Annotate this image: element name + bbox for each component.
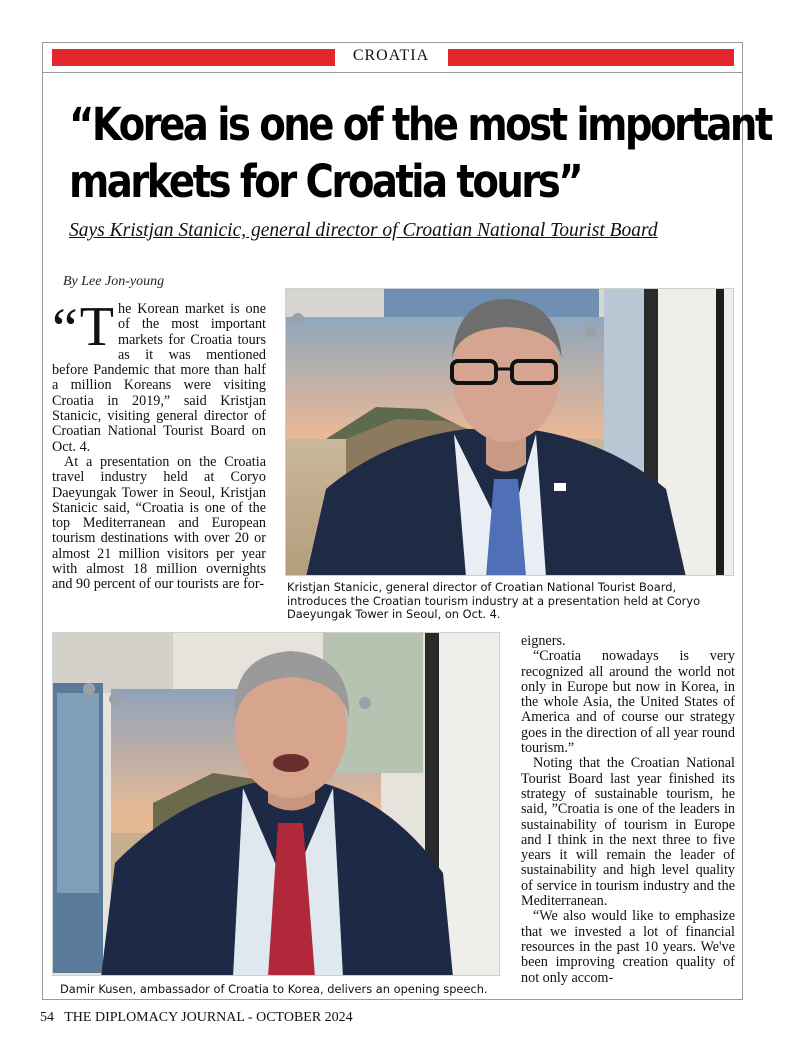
headline [69, 96, 771, 210]
section-label: CROATIA [352, 47, 430, 64]
byline: By Lee Jon-young [63, 274, 165, 289]
article-column-2 [521, 634, 735, 1002]
page-number: 54 [40, 1010, 54, 1025]
photo-damir-kusen [52, 632, 500, 976]
headline-line-2: markets for Croatia tours” [69, 155, 582, 208]
photo-damir-kusen-image [53, 633, 500, 976]
article-column-1 [52, 302, 266, 622]
photo-caption-1: Kristjan Stanicic, general director of Croatian National Tourist Board, introduces the Croatian tourism industry at a presentation held at Coryo Daeyungak Tower in Seoul, on Oct. 4. [287, 580, 701, 621]
section-bar-left [52, 49, 335, 66]
publication-name: THE DIPLOMACY JOURNAL - OCTOBER 2024 [64, 1010, 353, 1025]
photo-kristjan-stanicic [285, 288, 734, 576]
section-bar-right [448, 49, 734, 66]
paragraph: Noting that the Croatian National Tourist Board last year finished its strategy of sustainable tourism, he said, ”Croatia is one of the leaders in sustainability of tourism in Europe and I think in the next three to five years it will remain the leader of sustainability and high level quality of service in tourism industry and the Mediterranean. [521, 755, 735, 910]
paragraph: “We also would like to emphasize that we invested a lot of financial resources in the past 10 years. We've been improving creation quality of not only accom- [521, 908, 735, 986]
headline-line-1: “Korea is one of the most important [69, 98, 771, 151]
paragraph: “Croatia nowadays is very recognized all around the world not only in Europe but now in Korea, in the whole Asia, the United States of America and of course our strategy goes in the direction of all year round tourism.” [521, 648, 735, 757]
paragraph [52, 302, 266, 455]
drop-cap: T [79, 302, 114, 358]
deck: Says Kristjan Stanicic, general director of Croatian National Tourist Board [69, 220, 658, 241]
page-footer [40, 1010, 353, 1026]
header-rule [42, 72, 743, 73]
photo-caption-2: Damir Kusen, ambassador of Croatia to Korea, delivers an opening speech. [60, 982, 488, 996]
opening-quote-mark: “ [52, 302, 78, 361]
photo-kristjan-stanicic-image [286, 289, 734, 576]
paragraph: eigners. [521, 634, 566, 649]
paragraph: At a presentation on the Croatia travel industry held at Coryo Daeyungak Tower in Seoul, Kristjan Stanicic said, “Croatia is one of the top Mediterranean and European tourism destinations with over 20 or almost 21 million visitors per year with almost 18 million overnights and 90 percent of our tourists are for- [52, 453, 266, 593]
paragraph-text: he Korean market is one of the most important markets for Croatia tours as it was mentioned before Pandemic that more than half a million Koreans were visiting Croatia in 2019,” said Kristjan Stanicic, visiting general director of Croatian National Tourist Board on Oct. 4. [52, 302, 266, 455]
